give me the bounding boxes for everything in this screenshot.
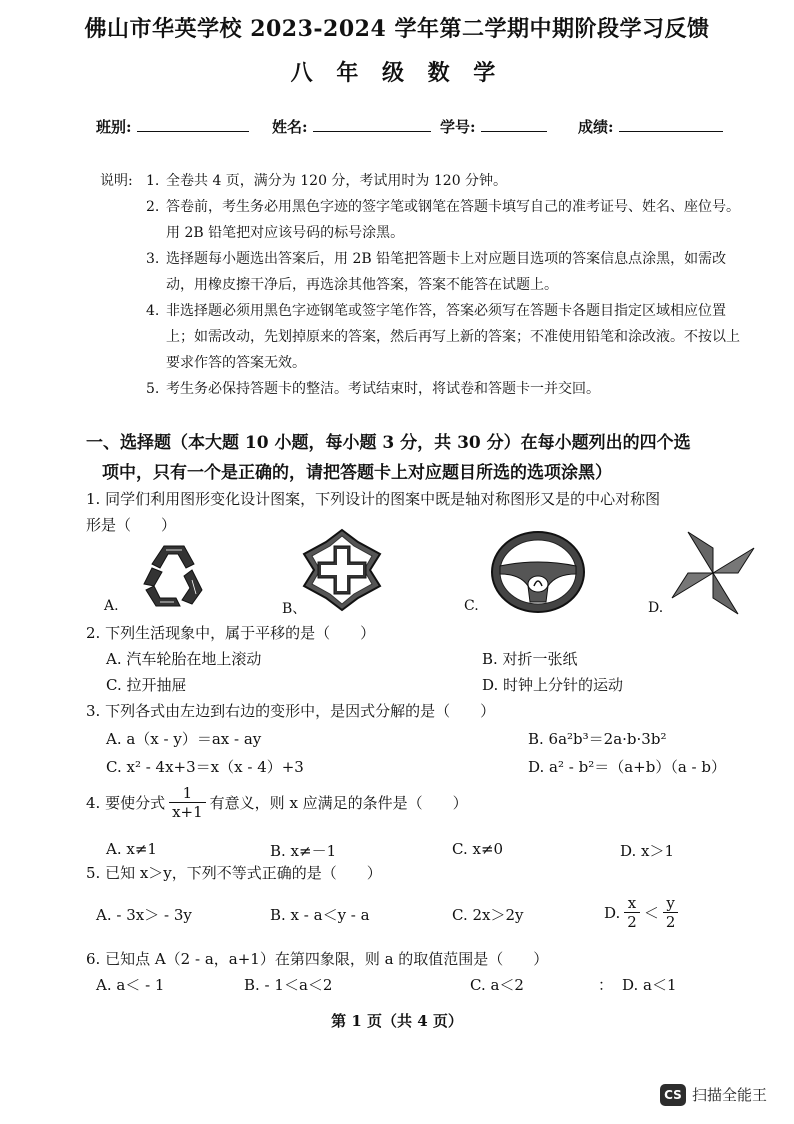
fraction-denominator: 2 bbox=[627, 913, 637, 931]
instruction-num: 3. bbox=[146, 251, 160, 267]
student-number-label: 学号: bbox=[440, 118, 476, 136]
camscanner-watermark: 扫描全能王 bbox=[692, 1086, 768, 1104]
question-1-stem-line-2: 形是（ ） bbox=[86, 516, 177, 534]
question-5-option-d-operator: ＜ bbox=[643, 904, 659, 922]
question-4-stem-before: 4. 要使分式 bbox=[86, 794, 166, 812]
question-3-stem: 3. 下列各式由左边到右边的变形中，是因式分解的是（ ） bbox=[86, 702, 496, 720]
question-2-option-c[interactable]: C. 拉开抽屉 bbox=[106, 676, 187, 694]
instruction-item-5 bbox=[100, 376, 750, 402]
page-footer: 第 1 页（共 4 页） bbox=[331, 1012, 463, 1030]
question-4-fraction bbox=[169, 784, 206, 821]
question-4-option-d[interactable]: D. x＞1 bbox=[620, 842, 675, 860]
question-6-option-b[interactable]: B. - 1＜a＜2 bbox=[244, 976, 333, 994]
instruction-text: 选择题每小题选出答案后，用 2B 铅笔把答题卡上对应题目选项的答案信息点涂黑，如需改动，用橡皮擦干净后，再选涂其他答案，答案不能答在试题上。 bbox=[166, 251, 727, 293]
instruction-num: 2. bbox=[146, 199, 160, 215]
question-1 bbox=[86, 486, 766, 538]
question-4-fraction-numerator: 1 bbox=[169, 784, 206, 803]
name-label: 姓名: bbox=[272, 118, 308, 136]
instruction-text: 非选择题必须用黑色字迹钢笔或签字笔作答，答案必须写在答题卡各题目指定区域相应位置上；如需改动，先划掉原来的答案，然后再写上新的答案；不准使用铅笔和涂改液。不按以上要求作答的答案无效。 bbox=[166, 303, 740, 371]
section-heading-line-1: 一、选择题（本大题 10 小题，每小题 3 分，共 30 分）在每小题列出的四个选 bbox=[86, 433, 691, 453]
question-2-stem: 2. 下列生活现象中，属于平移的是（ ） bbox=[86, 624, 376, 642]
exam-title: 佛山市华英学校 2023-2024 学年第二学期中期阶段学习反馈 bbox=[84, 16, 710, 42]
pinwheel-icon bbox=[668, 528, 758, 618]
class-label: 班别: bbox=[96, 118, 132, 136]
question-3-option-c[interactable]: C. x² - 4x+3＝x（x - 4）+3 bbox=[106, 758, 304, 776]
question-3-option-a[interactable]: A. a（x - y）＝ax - ay bbox=[106, 730, 262, 748]
exam-subject: 八 年 级 数 学 bbox=[290, 60, 504, 86]
student-number-blank[interactable] bbox=[481, 117, 547, 132]
figure-b-label: B、 bbox=[282, 601, 307, 617]
question-6-option-c[interactable]: C. a＜2 bbox=[470, 976, 524, 994]
recycle-icon bbox=[134, 540, 214, 612]
question-6-stray-mark: ： bbox=[598, 976, 614, 994]
question-2-option-d[interactable]: D. 时钟上分针的运动 bbox=[482, 676, 624, 694]
fraction-denominator: 2 bbox=[665, 913, 676, 931]
question-5-stem: 5. 已知 x＞y，下列不等式正确的是（ ） bbox=[86, 864, 382, 882]
instruction-item-2 bbox=[100, 194, 750, 246]
fraction-numerator: x bbox=[624, 894, 640, 913]
question-5-option-b[interactable]: B. x - a＜y - a bbox=[270, 906, 370, 924]
score-label: 成绩: bbox=[578, 118, 614, 136]
steering-wheel-icon bbox=[490, 530, 586, 614]
question-4-option-a[interactable]: A. x≠1 bbox=[106, 840, 157, 858]
instructions bbox=[100, 168, 750, 402]
question-3-option-b[interactable]: B. 6a²b³＝2a·b·3b² bbox=[528, 730, 667, 748]
score-blank[interactable] bbox=[619, 117, 723, 132]
instruction-num: 4. bbox=[146, 303, 160, 319]
question-6-option-d[interactable]: D. a＜1 bbox=[622, 976, 677, 994]
question-4-option-b[interactable]: B. x≠－1 bbox=[270, 842, 337, 860]
instruction-text: 考生务必保持答题卡的整洁。考试结束时，将试卷和答题卡一并交回。 bbox=[166, 381, 600, 397]
question-2-option-b[interactable]: B. 对折一张纸 bbox=[482, 650, 578, 668]
question-5-option-d-right-fraction bbox=[663, 894, 679, 931]
class-blank[interactable] bbox=[137, 117, 249, 132]
fraction-numerator: y bbox=[663, 894, 679, 913]
camscanner-logo-icon: CS bbox=[660, 1084, 686, 1106]
question-5-option-d-left-fraction bbox=[624, 894, 640, 931]
instruction-text: 全卷共 4 页，满分为 120 分，考试用时为 120 分钟。 bbox=[166, 173, 508, 189]
instruction-text: 答卷前，考生务必用黑色字迹的签字笔或钢笔在答题卡填写自己的准考证号、姓名、座位号。用 2B 铅笔把对应该号码的标号涂黑。 bbox=[166, 199, 740, 241]
figure-c-label: C. bbox=[464, 598, 479, 614]
question-4-stem bbox=[86, 784, 468, 821]
name-blank[interactable] bbox=[313, 117, 431, 132]
question-1-stem-line-1: 1. 同学们利用图形变化设计图案，下列设计的图案中既是轴对称图形又是的中心对称图 bbox=[86, 490, 661, 508]
instruction-item-3 bbox=[100, 246, 750, 298]
question-6-option-a[interactable]: A. a＜ - 1 bbox=[96, 976, 165, 994]
question-6-stem: 6. 已知点 A（2 - a，a+1）在第四象限，则 a 的取值范围是（ ） bbox=[86, 950, 549, 968]
figure-a-label: A. bbox=[104, 598, 119, 614]
question-5-option-c[interactable]: C. 2x＞2y bbox=[452, 906, 524, 924]
question-4-fraction-denominator: x+1 bbox=[172, 803, 203, 821]
question-4-stem-after: 有意义，则 x 应满足的条件是（ ） bbox=[209, 794, 468, 812]
question-5-option-d-prefix: D. bbox=[604, 903, 621, 922]
question-4-option-c[interactable]: C. x≠0 bbox=[452, 840, 504, 858]
question-5-option-d[interactable] bbox=[604, 894, 682, 931]
instruction-num: 5. bbox=[146, 381, 160, 397]
section-heading bbox=[86, 428, 766, 488]
cross-icon bbox=[300, 528, 384, 612]
question-3-option-d[interactable]: D. a² - b²＝（a+b）（a - b） bbox=[528, 758, 726, 776]
section-heading-line-2: 项中，只有一个是正确的，请把答题卡上对应题目所选的选项涂黑） bbox=[102, 463, 612, 483]
instruction-item-1 bbox=[100, 168, 750, 194]
instructions-prefix: 说明: bbox=[100, 173, 133, 189]
question-5-option-a[interactable]: A. - 3x＞ - 3y bbox=[96, 906, 192, 924]
instruction-num: 1. bbox=[146, 173, 160, 189]
instruction-item-4 bbox=[100, 298, 750, 376]
question-2-option-a[interactable]: A. 汽车轮胎在地上滚动 bbox=[106, 650, 262, 668]
student-info-row bbox=[96, 116, 756, 137]
figure-d-label: D. bbox=[648, 600, 664, 616]
